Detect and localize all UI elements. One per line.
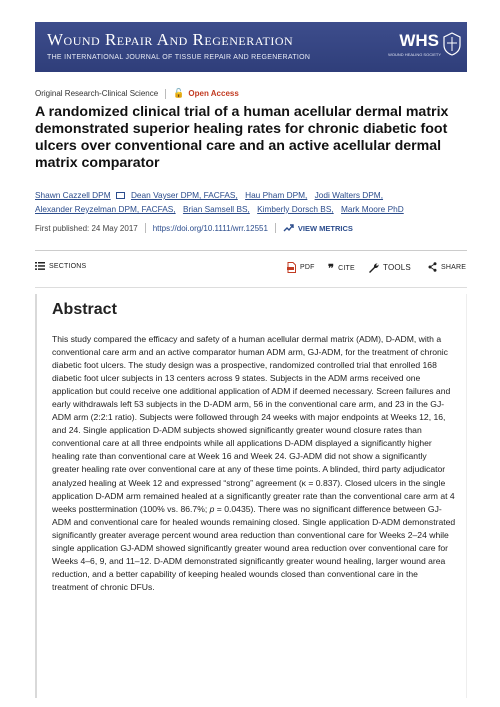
author-link[interactable]: Alexander Reyzelman DPM, FACFAS, (35, 204, 176, 214)
divider (35, 287, 467, 288)
view-metrics-label: VIEW METRICS (297, 223, 353, 233)
email-icon[interactable] (116, 192, 125, 199)
article-meta (35, 88, 239, 99)
journal-subtitle: THE INTERNATIONAL JOURNAL OF TISSUE REPAIR AND REGENERATION (47, 54, 311, 61)
pdf-label: PDF (300, 264, 315, 271)
society-emblem-icon (443, 32, 461, 56)
wrench-icon (368, 262, 379, 273)
divider (165, 89, 166, 99)
tools-button[interactable] (368, 262, 411, 273)
article-title: A randomized clinical trial of a human acellular dermal matrix demonstrated superior healing rates for chronic diabetic foot ulcers over conventional care and an active acellular dermal matrix comparator (35, 104, 449, 171)
p-value-symbol: p (209, 503, 215, 514)
view-metrics-button[interactable] (283, 224, 353, 233)
first-published: First published: 24 May 2017 (35, 223, 138, 233)
trend-up-icon (283, 224, 294, 232)
share-button[interactable] (428, 262, 466, 272)
author-link[interactable]: Kimberly Dorsch BS, (257, 204, 334, 214)
share-icon (428, 262, 437, 272)
pdf-icon (287, 262, 296, 273)
sections-label: SECTIONS (49, 262, 87, 270)
society-logo-text: WHS (399, 31, 439, 50)
cite-button[interactable] (328, 262, 355, 275)
abstract-text-part1: This study compared the efficacy and safety of a human acellular dermal matrix (ADM), D-ADM, with a conventional care arm and an active comparator human ADM arm, GJ-ADM, for the treatment of chronic diabetic foot ulcers. The study design was a prospective, randomized controlled trial that enrolled 168 diabetic foot ulcer subjects in 13 centers across 9 states. Subjects in the ADM arms received one application but could receive one additional application of ADM if deemed necessary. Screen failures and early withdrawals left 53 subjects in the D-ADM arm, 56 in the conventional care arm, and 23 in the GJ-ADM arm (2:2:1 ratio). Subjects were followed through 24 weeks with major endpoints at Weeks 12, 16, and 24. Single application D-ADM subjects showed significantly greater wound closure rates than conventional care at all three endpoints while all applications D-ADM displayed a significantly higher healing rate than conventional care at Week 16 and Week 24. GJ-ADM did not show a significantly greater healing rate over conventional care at any of these time points. A blinded, third party adjudicator analyzed healing at Week 12 and expressed “strong” agreement (κ = 0.837). Closed ulcers in the single application D-ADM arm remained healed at a significantly greater rate than the conventional care arm at 4 weeks posttermination (100% vs. 86.7%; (52, 334, 455, 514)
journal-banner[interactable] (35, 22, 467, 72)
author-link[interactable]: Jodi Walters DPM, (314, 190, 384, 200)
society-name: WOUND HEALING SOCIETY (388, 52, 441, 57)
abstract-body (52, 333, 456, 594)
publication-info (35, 223, 353, 233)
author-link[interactable]: Hau Pham DPM, (245, 190, 308, 200)
author-link[interactable]: Brian Samsell BS, (182, 204, 250, 214)
divider (145, 223, 146, 233)
author-link[interactable]: Dean Vayser DPM, FACFAS, (130, 190, 238, 200)
list-icon (35, 262, 45, 270)
tools-label: TOOLS (383, 263, 411, 272)
author-link[interactable]: Mark Moore PhD (341, 204, 404, 214)
author-link[interactable]: Shawn Cazzell DPM (35, 190, 111, 200)
open-access-badge: Open Access (188, 89, 239, 98)
pdf-button[interactable] (287, 262, 315, 273)
article-toolbar (35, 262, 467, 276)
sections-button[interactable] (35, 262, 86, 270)
doi-link[interactable]: https://doi.org/10.1111/wrr.12551 (152, 223, 268, 233)
article-type: Original Research-Clinical Science (35, 89, 159, 98)
journal-title: Wound Repair And Regeneration (47, 30, 294, 49)
abstract-heading: Abstract (52, 301, 117, 318)
author-list (35, 188, 465, 216)
divider (275, 223, 276, 233)
share-label: SHARE (441, 263, 467, 271)
open-lock-icon: 🔓 (173, 88, 185, 98)
divider (35, 250, 467, 251)
cite-label: CITE (338, 265, 355, 272)
abstract-text-part2: = 0.0435). There was no significant difference between GJ-ADM and conventional care for healed wounds remaining closed. Single application D-ADM demonstrated significantly greater average percent wound area reduction than conventional care for Weeks 2–24 while single application GJ-ADM showed significantly greater wound area reduction over conventional care for Weeks 4–6, 9, and 11–12. D-ADM demonstrated significantly greater wound healing, larger wound area reduction, and a better capability of keeping healed wounds closed than conventional care in the treatment of chronic DFUs. (52, 503, 456, 592)
quote-icon: ❞ (328, 262, 335, 275)
